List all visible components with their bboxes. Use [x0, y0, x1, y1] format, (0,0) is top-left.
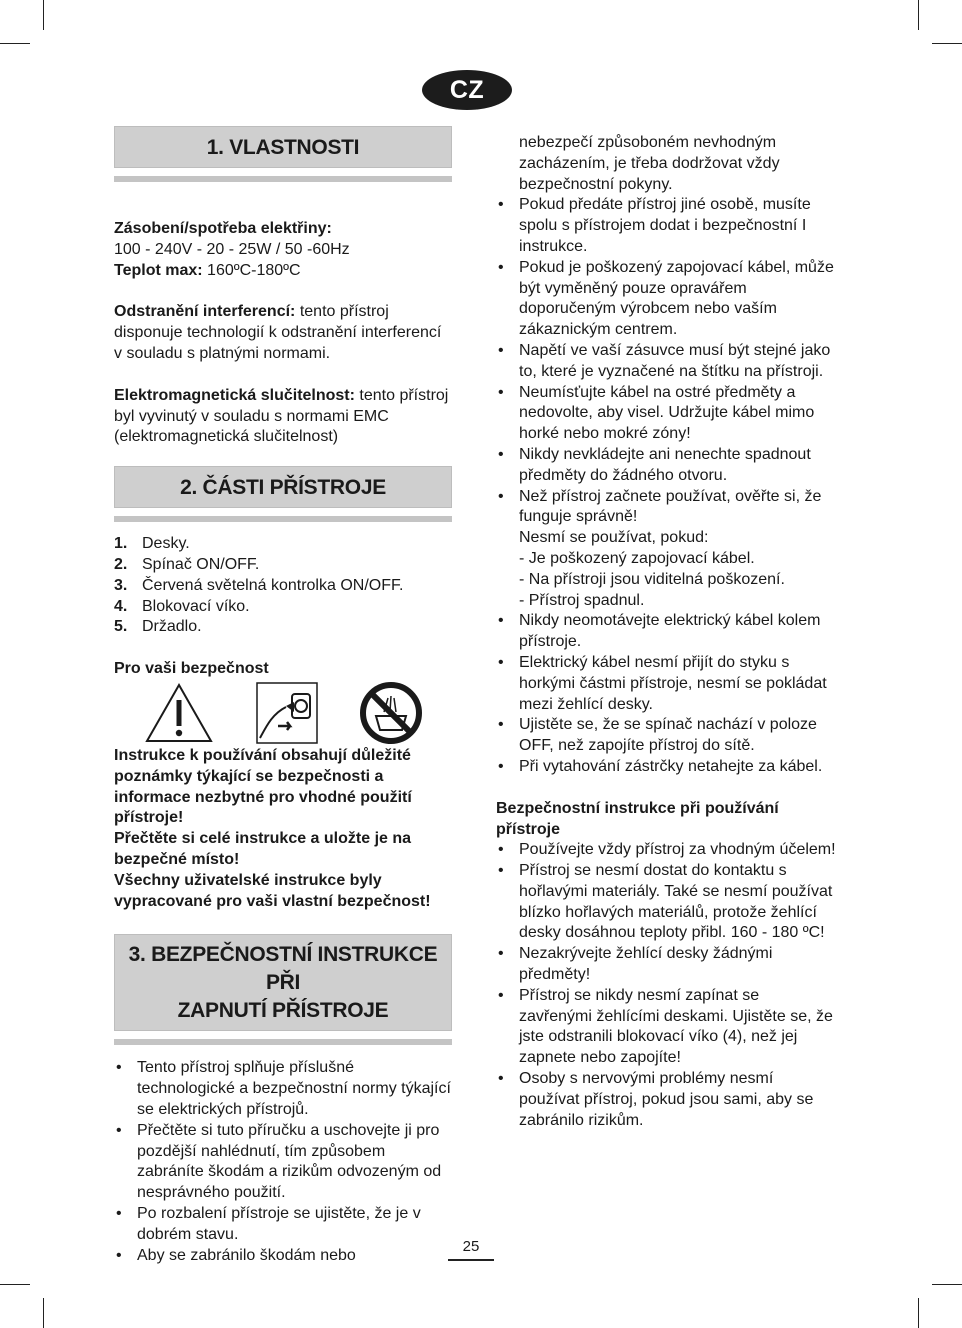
- crop-mark: [932, 1284, 962, 1285]
- supply-label: Zásobení/spotřeba elektřiny:: [114, 220, 332, 237]
- list-item: • Přístroj se nesmí dostat do kontaktu s hořlavými materiály. Také se nesmí používat blízko hořlavých materiálů, protože žehlící desky dosáhnou teploty přibl. 160 - 180 ºC!: [496, 861, 836, 944]
- heading-line: 3. BEZPEČNOSTNÍ INSTRUKCE PŘI: [128, 943, 438, 995]
- crop-mark: [0, 43, 30, 44]
- temp-value: 160ºC-180ºC: [202, 261, 301, 279]
- interference-text: tento přístroj disponuje technologií k odstranění interferencí v souladu s platnými normami.: [114, 303, 442, 362]
- list-label: Červená světelná kontrolka ON/OFF.: [142, 576, 404, 594]
- check-line: - Na přístroji jsou viditelná poškození.: [519, 570, 785, 588]
- check-line: - Je poškozený zapojovací kábel.: [519, 549, 755, 567]
- parts-list: [114, 534, 452, 638]
- safety-note: Přečtěte si celé instrukce a uložte je na bezpečné místo!: [114, 830, 412, 868]
- list-item: [114, 617, 452, 638]
- list-item: [114, 576, 452, 597]
- list-item: • Tento přístroj splňuje příslušné technologické a bezpečnostní normy týkající se elektrických přístrojů.: [114, 1058, 452, 1120]
- list-item: [114, 597, 452, 618]
- interference-label: Odstranění interferencí:: [114, 303, 296, 321]
- check-intro: Než přístroj začnete používat, ověřte si, že funguje správně!: [519, 487, 822, 526]
- list-item: • Ujistěte se, že se spínač nachází v poloze OFF, než zapojíte přístroj do sítě.: [496, 715, 836, 757]
- list-number: 3.: [114, 576, 128, 594]
- section-heading-safety-instructions: [114, 934, 452, 1031]
- list-number: 5.: [114, 618, 128, 636]
- unplug-icon: [256, 682, 318, 744]
- list-item: • Používejte vždy přístroj za vhodným účelem!: [496, 840, 836, 861]
- list-item: • Přístroj se nikdy nesmí zapínat se zavřenými žehlícími deskami. Ujistěte se, že jste odstranili blokovací víko (4), než jej zapnete nebo zapojíte!: [496, 986, 836, 1069]
- list-item: • Nikdy neomotávejte elektrický kábel kolem přístroje.: [496, 611, 836, 653]
- list-item: [114, 534, 452, 555]
- crop-mark: [932, 43, 962, 44]
- safety-icons: [114, 680, 452, 746]
- list-item: • Napětí ve vaší zásuvce musí být stejné jako to, které je vyznačené na štítku na přístroji.: [496, 341, 836, 383]
- safety-note: Instrukce k používání obsahují důležité poznámky týkající se bezpečnosti a informace nezbytné pro vhodné použití přístroje!: [114, 746, 412, 827]
- list-number: 4.: [114, 597, 128, 615]
- safety-list: [114, 1058, 452, 1266]
- list-item: • Osoby s nervovými problémy nesmí používat přístroj, pokud jsou sami, aby se zabránilo rizikům.: [496, 1069, 836, 1131]
- warning-triangle-icon: [144, 682, 214, 744]
- supply-value: 100 - 240V - 20 - 25W / 50 -60Hz: [114, 240, 350, 258]
- heading-line: ZAPNUTÍ PŘÍSTROJE: [177, 999, 389, 1023]
- safety-note: Všechny uživatelské instrukce byly vypracované pro vaši vlastní bezpečnost!: [114, 871, 431, 910]
- list-label: Blokovací víko.: [142, 597, 250, 615]
- crop-mark: [918, 0, 919, 30]
- temp-label: Teplot max:: [114, 261, 203, 279]
- list-item: [114, 555, 452, 576]
- list-item: • Neumísťujte kábel na ostré předměty a nedovolte, aby visel. Udržujte kábel mimo horké nebo mokré zóny!: [496, 383, 836, 445]
- list-item: • Pokud předáte přístroj jiné osobě, musíte spolu s přístrojem dodat i bezpečnostní I instrukce.: [496, 195, 836, 257]
- list-item: • Přečtěte si tuto příručku a uschovejte ji pro pozdější nahlédnutí, tím způsobem zabráníte škodám a rizikům odvozeným od nesprávného použití.: [114, 1121, 452, 1204]
- list-item: [496, 487, 836, 612]
- safety-list-continued: [496, 195, 836, 777]
- list-item: • Elektrický kábel nesmí přijít do styku s horkými částmi přístroje, nesmí se pokládat mezi žehlící desky.: [496, 653, 836, 715]
- no-water-icon: [358, 682, 424, 744]
- page-number: 25: [448, 1237, 494, 1261]
- crop-mark: [918, 1298, 919, 1328]
- list-item: • Nikdy nevkládejte ani nenechte spadnout předměty do žádného otvoru.: [496, 445, 836, 487]
- section-heading-parts: 2. ČÁSTI PŘÍSTROJE: [114, 466, 452, 508]
- list-item: • Nezakrývejte žehlící desky žádnými předměty!: [496, 944, 836, 986]
- language-badge: CZ: [422, 70, 512, 110]
- emc-paragraph: [114, 386, 452, 448]
- list-number: 2.: [114, 555, 128, 573]
- crop-mark: [43, 0, 44, 30]
- list-label: Spínač ON/OFF.: [142, 555, 260, 573]
- supply-spec: [114, 219, 452, 281]
- list-item: • Aby se zabránilo škodám nebo: [114, 1246, 452, 1267]
- list-label: Držadlo.: [142, 618, 202, 636]
- emc-text: tento přístroj byl vyvinutý v souladu s normami EMC (elektromagnetická slučitelnost): [114, 386, 449, 446]
- usage-safety-heading: Bezpečnostní instrukce při používání přístroje: [496, 799, 779, 838]
- list-item: • Při vytahování zástrčky netahejte za kábel.: [496, 757, 836, 778]
- list-label: Desky.: [142, 535, 190, 553]
- usage-safety-list: [496, 840, 836, 1131]
- safety-heading: Pro vaši bezpečnost: [114, 660, 269, 678]
- right-column: [496, 133, 836, 1131]
- continued-text: nebezpečí způsoboném nevhodným zacházením, je třeba dodržovat vždy bezpečnostní pokyny.: [519, 134, 780, 193]
- emc-label: Elektromagnetická slučitelnost:: [114, 386, 355, 404]
- left-column: [114, 126, 452, 1266]
- section-heading-properties: 1. VLASTNOSTI: [114, 126, 452, 168]
- interference-paragraph: [114, 302, 452, 364]
- crop-mark: [0, 1284, 30, 1285]
- list-item: • Po rozbalení přístroje se ujistěte, že je v dobrém stavu.: [114, 1204, 452, 1246]
- check-line: - Přístroj spadnul.: [519, 591, 645, 609]
- crop-mark: [43, 1298, 44, 1328]
- list-number: 1.: [114, 535, 128, 553]
- list-item: • Pokud je poškozený zapojovací kábel, může být vyměněný pouze opravářem doporučeným výrobcem nebo vaším zákaznickým centrem.: [496, 258, 836, 341]
- check-line: Nesmí se používat, pokud:: [519, 529, 709, 547]
